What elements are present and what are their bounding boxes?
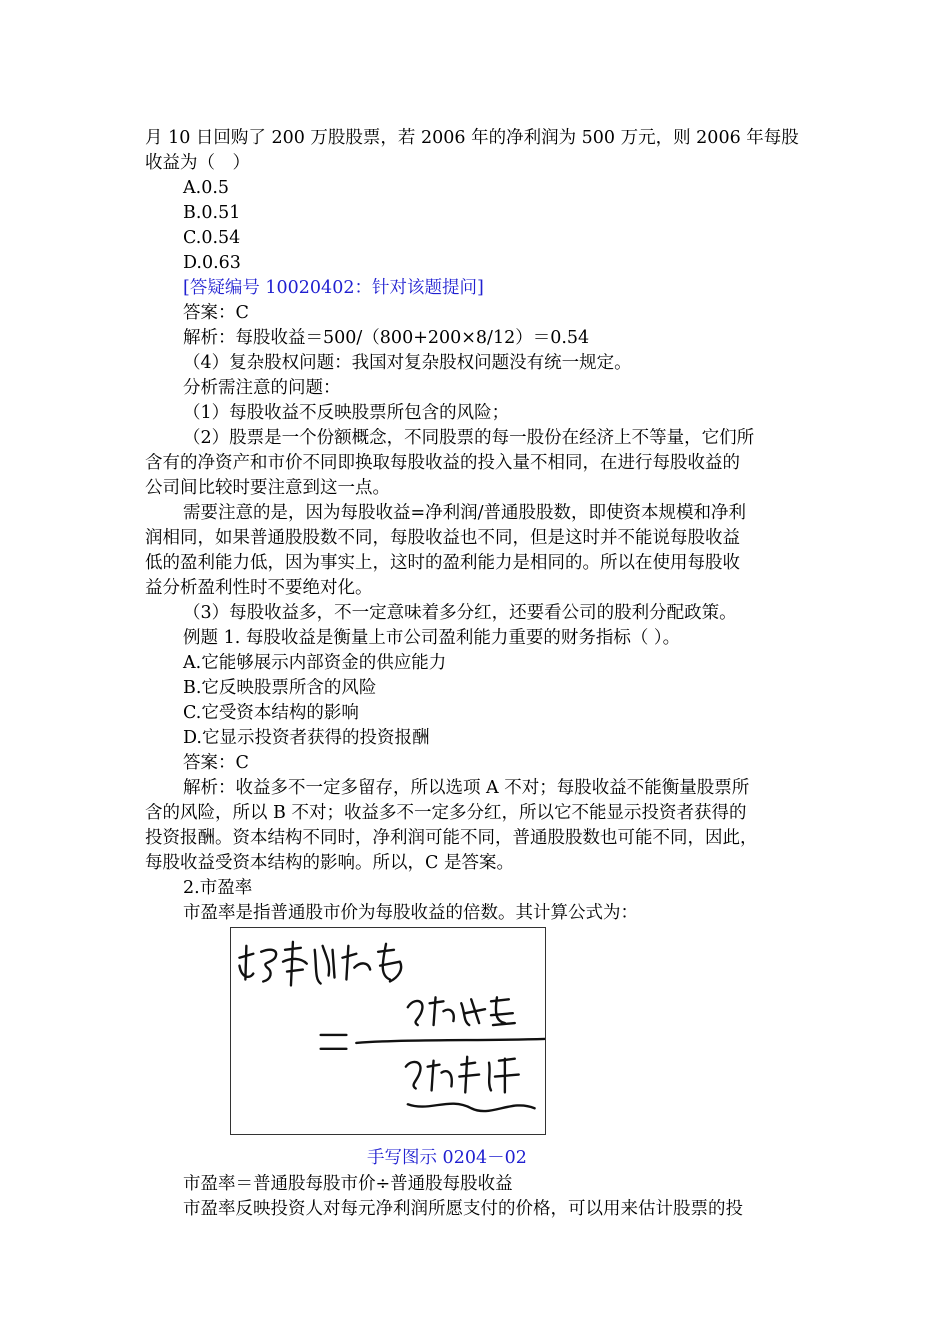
option-a: A.它能够展示内部资金的供应能力	[183, 653, 447, 673]
formula-line: 市盈率＝普通股每股市价÷普通股每股收益	[183, 1174, 513, 1194]
text-line: 投资报酬。资本结构不同时，净利润可能不同，普通股股数也可能不同，因此，	[145, 828, 758, 848]
text-line: （1）每股收益不反映股票所包含的风险；	[183, 403, 510, 423]
text-line: 低的盈利能力低，因为事实上，这时的盈利能力是相同的。所以在使用每股收	[145, 553, 740, 573]
text-line: 含的风险，所以 B 不对；收益多不一定多分红，所以它不能显示投资者获得的	[145, 803, 747, 823]
text-line: （3）每股收益多，不一定意味着多分红，还要看公司的股利分配政策。	[183, 603, 737, 623]
text-line: （4）复杂股权问题：我国对复杂股权问题没有统一规定。	[183, 353, 632, 373]
text-line: 需要注意的是，因为每股收益=净利润/普通股股数，即使资本规模和净利	[183, 503, 747, 523]
text-line: 每股收益受资本结构的影响。所以，C 是答案。	[145, 853, 514, 873]
example-question: 例题 1. 每股收益是衡量上市公司盈利能力重要的财务指标（ ）。	[183, 628, 681, 648]
option-b: B.0.51	[183, 203, 241, 223]
text-line: 公司间比较时要注意到这一点。	[145, 478, 390, 498]
text-line: 益分析盈利性时不要绝对化。	[145, 578, 373, 598]
text-line: 收益为（ ）	[145, 153, 250, 173]
handwritten-formula-drawing	[231, 928, 545, 1134]
section-heading: 分析需注意的问题：	[183, 378, 341, 398]
figure-caption: 手写图示 0204－02	[367, 1148, 527, 1168]
option-d: D.它显示投资者获得的投资报酬	[183, 728, 430, 748]
answer-line: 答案：C	[183, 303, 249, 323]
explanation-line: 解析：每股收益＝500/（800+200×8/12）＝0.54	[183, 328, 590, 348]
section-heading: 2.市盈率	[183, 878, 253, 898]
text-line: （2）股票是一个份额概念，不同股票的每一股份在经济上不等量，它们所	[183, 428, 755, 448]
option-a: A.0.5	[183, 178, 230, 198]
text-line: 含有的净资产和市价不同即换取每股收益的投入量不相同，在进行每股收益的	[145, 453, 740, 473]
option-c: C.它受资本结构的影响	[183, 703, 359, 723]
option-b: B.它反映股票所含的风险	[183, 678, 377, 698]
text-line: 市盈率是指普通股市价为每股收益的倍数。其计算公式为：	[183, 903, 638, 923]
text-line: 月 10 日回购了 200 万股股票，若 2006 年的净利润为 500 万元，则 2006 年每股	[145, 128, 799, 148]
option-c: C.0.54	[183, 228, 241, 248]
text-line: 润相同，如果普通股股数不同，每股收益也不同，但是这时并不能说每股收益	[145, 528, 740, 548]
answer-line: 答案：C	[183, 753, 249, 773]
handwritten-formula-image	[230, 927, 546, 1135]
option-d: D.0.63	[183, 253, 241, 273]
question-link[interactable]: [答疑编号 10020402：针对该题提问]	[183, 278, 484, 298]
text-line: 市盈率反映投资人对每元净利润所愿支付的价格，可以用来估计股票的投	[183, 1199, 743, 1219]
explanation-line: 解析：收益多不一定多留存，所以选项 A 不对；每股收益不能衡量股票所	[183, 778, 750, 798]
